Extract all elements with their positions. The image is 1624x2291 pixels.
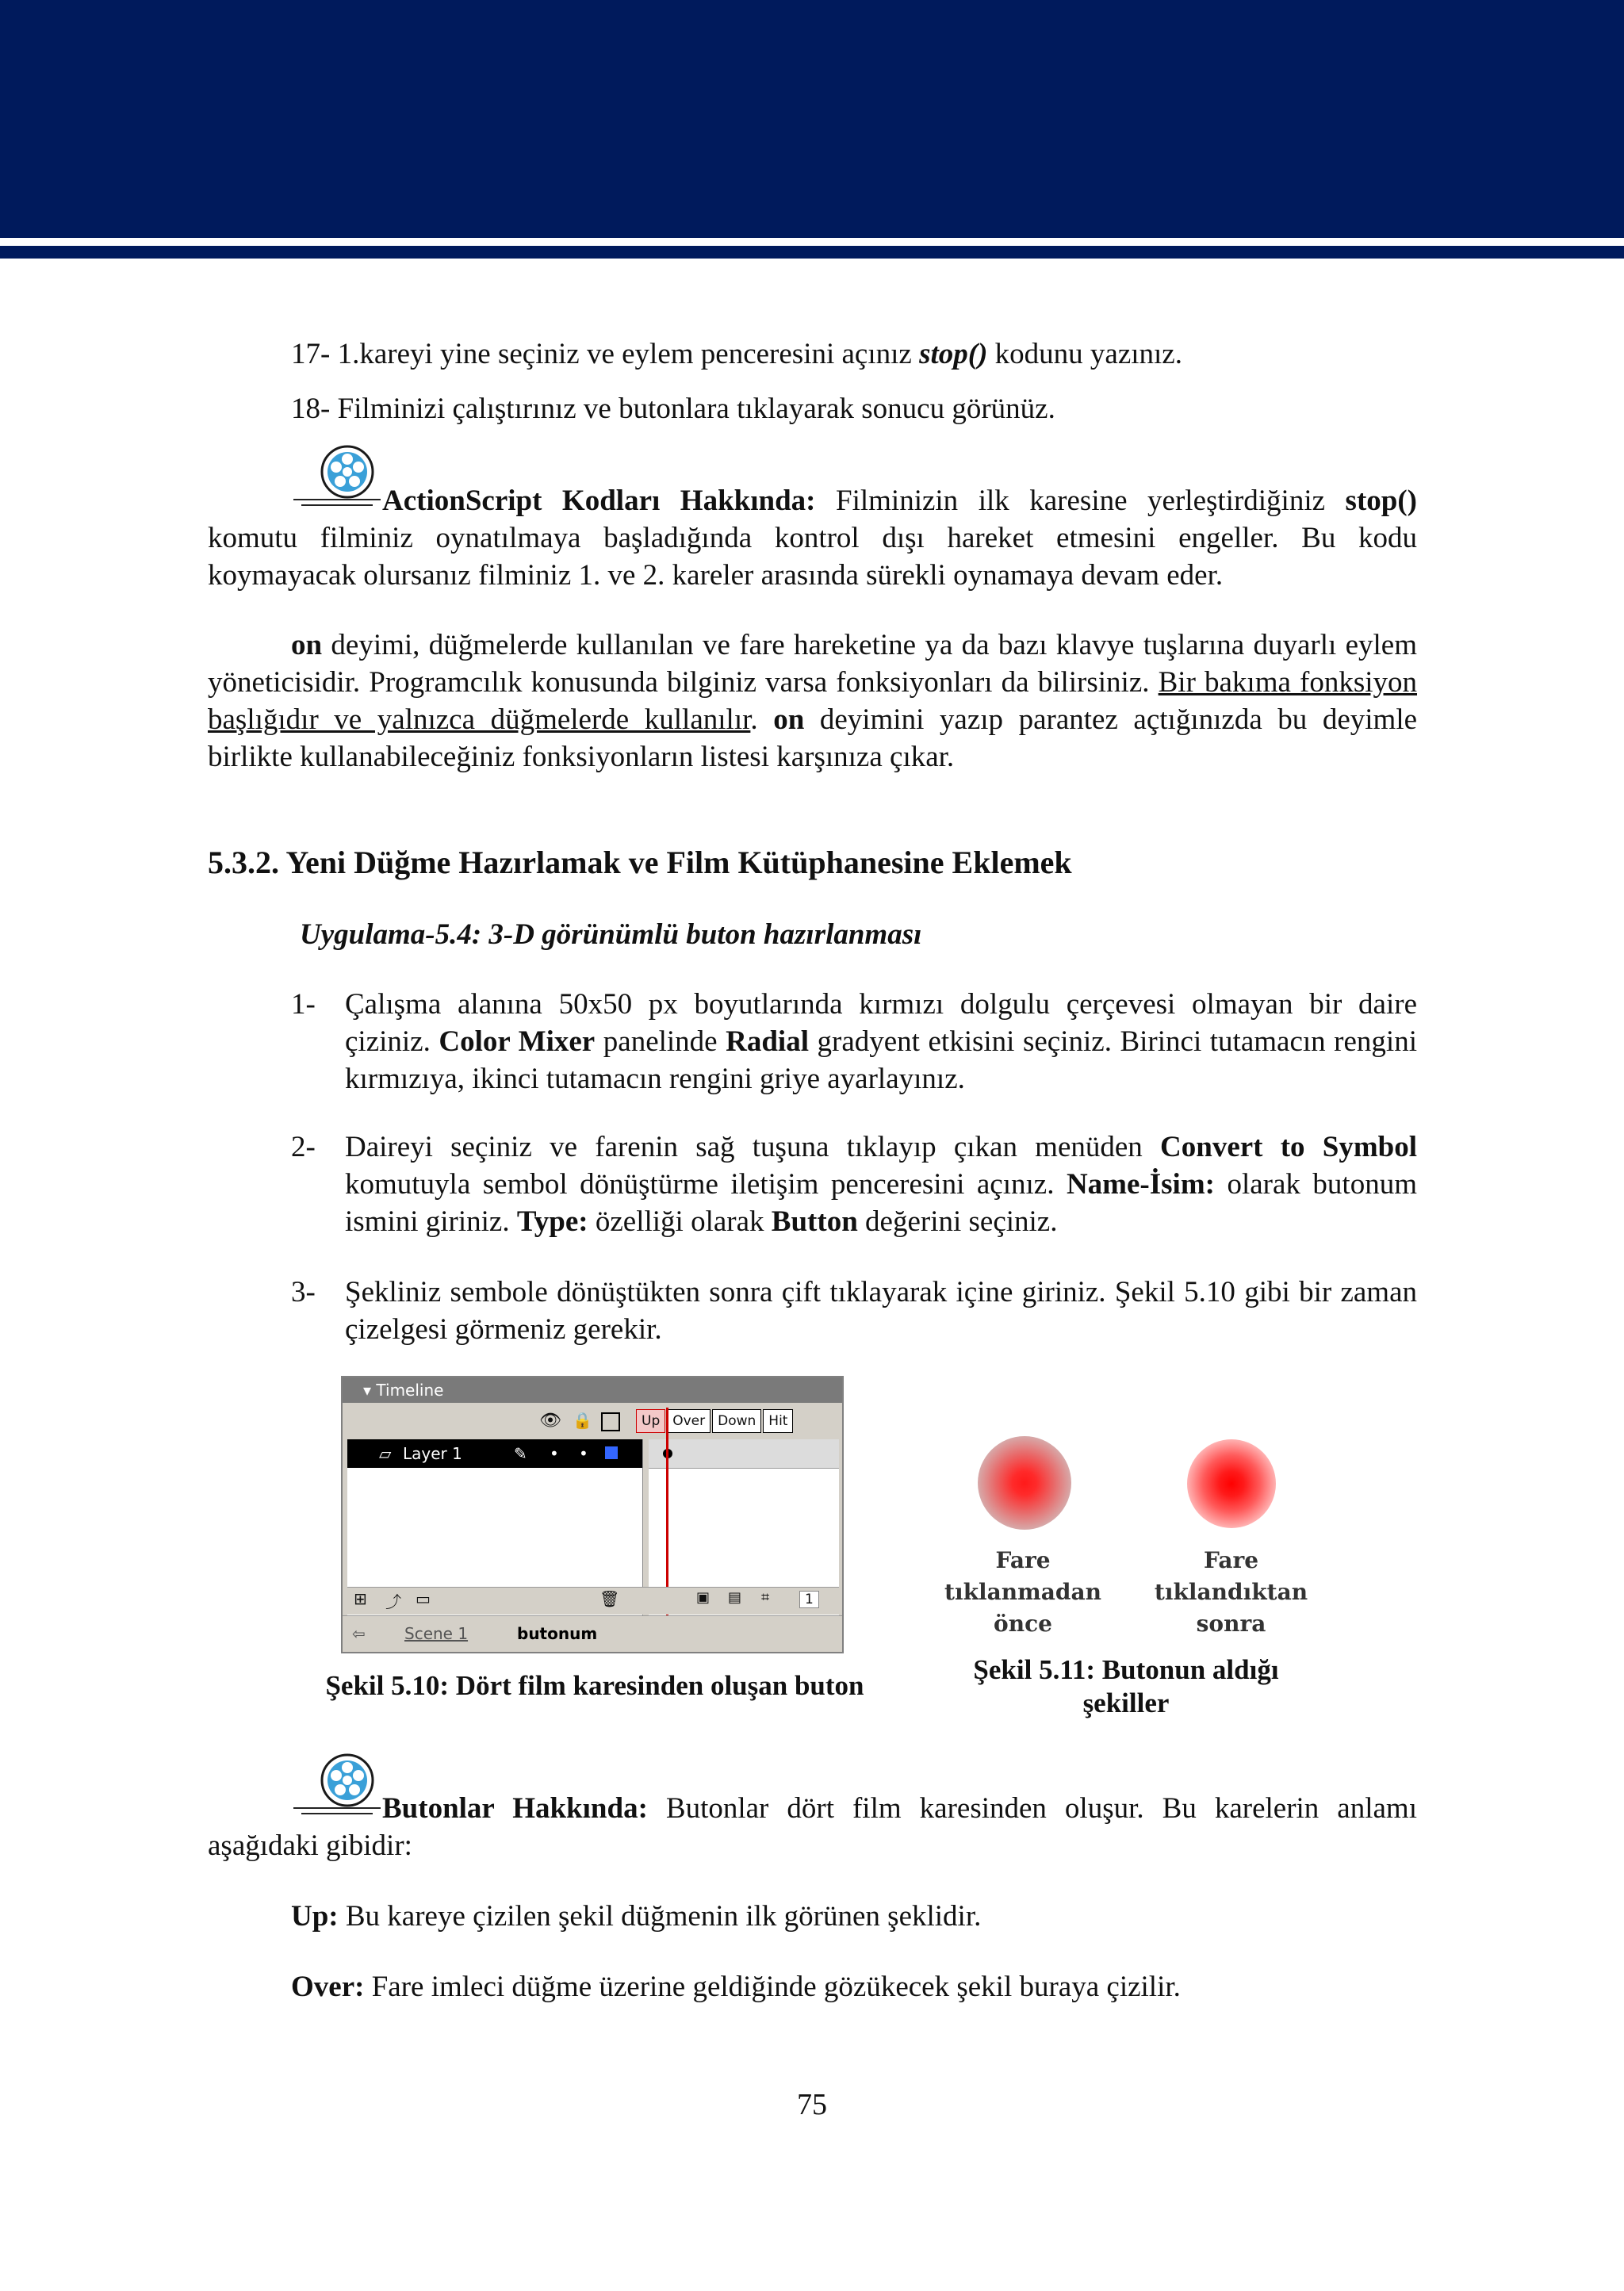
list-item-1: 1- Çalışma alanına 50x50 px boyutlarında kırmızı dolgulu çerçevesi olmayan bir daire çiziniz. Color Mixer panelinde Radial gradyent etkisini seçiniz. Birinci tutamacın rengini kırmızıya, ikinci tutamacın rengini griye ayarlayınız. (291, 988, 1417, 1095)
eye-icon[interactable]: 👁 (539, 1411, 561, 1431)
motion-guide-icon[interactable]: ⤴ (385, 1592, 401, 1611)
caption-figure-5-11: Şekil 5.11: Butonun aldığı şekiller (973, 1654, 1279, 1718)
scene-bar (343, 1615, 842, 1653)
frame-headers (636, 1409, 795, 1433)
lock-icon[interactable]: 🔒 (573, 1411, 592, 1430)
section-heading: 5.3.2. Yeni Düğme Hazırlamak ve Film Kütüphanesine Eklemek (208, 845, 1072, 880)
layer-name: Layer 1 (403, 1444, 462, 1463)
layer-row[interactable] (347, 1439, 642, 1468)
collapse-arrow-icon[interactable]: ▾ (363, 1381, 377, 1400)
definition-up: Up: Bu kareye çizilen şekil düğmenin ilk görünen şeklidir. (291, 1900, 982, 1933)
back-arrow-icon[interactable]: ⇦ (352, 1624, 366, 1643)
header-rule (0, 246, 1624, 259)
modify-markers-icon[interactable]: ⌗ (761, 1589, 770, 1606)
list-item-3: 3- Şekliniz sembole dönüştükten sonra çift tıklayarak içine giriniz. Şekil 5.10 gibi bir zaman çizelgesi görmeniz gerekir. (291, 1276, 1417, 1346)
onion-skin-icon[interactable]: ▣ (696, 1589, 710, 1606)
scene-link[interactable]: Scene 1 (404, 1624, 469, 1643)
symbol-name: butonum (517, 1624, 598, 1643)
step-18: 18- Filminizi çalıştırınız ve butonlara tıklayarak sonucu görünüz. (291, 393, 1055, 425)
layer-color-swatch (605, 1446, 618, 1459)
frame-over[interactable]: Over (667, 1409, 710, 1433)
edit-multiple-icon[interactable]: ▤ (728, 1589, 742, 1606)
button-state-before (978, 1436, 1071, 1530)
pencil-icon: ✎ (514, 1444, 527, 1463)
timeline-panel (341, 1376, 844, 1653)
frames-row[interactable] (649, 1439, 839, 1469)
trash-icon[interactable]: 🗑 (599, 1589, 620, 1608)
visibility-dot[interactable]: • (550, 1444, 559, 1463)
frame-hit[interactable]: Hit (763, 1409, 793, 1433)
definition-over: Over: Fare imleci düğme üzerine geldiğinde gözükecek şekil buraya çizilir. (291, 1971, 1181, 2003)
application-heading: Uygulama-5.4: 3-D görünümlü buton hazırlanması (300, 918, 922, 951)
note-actionscript: ActionScript Kodları Hakkında: Filminizin ilk karesine yerleştirdiğiniz stop() komutu filminiz oynatılmaya başladığında kontrol dışı hareket etmesini engeller. Bu kodu koymayacak olursanız filminiz 1. ve 2. kareler arasında sürekli oynamaya devam eder. (208, 485, 1417, 592)
label-before-click: Fare tıklanmadan önce (944, 1547, 1101, 1637)
step-17: 17- 1.kareyi yine seçiniz ve eylem penceresini açınız stop() kodunu yazınız. (291, 338, 1182, 370)
label-after-click: Fare tıklandıktan sonra (1154, 1547, 1308, 1637)
paragraph-on-keyword: on deyimi, düğmelerde kullanılan ve fare hareketine ya da bazı klavye tuşlarına duyarlı eylem yöneticisidir. Programcılık konusunda bilginiz varsa fonksiyonları da bilirsiniz. Bir bakıma fonksiyon başlığıdır ve yalnızca düğmelerde kullanılır. on deyimini yazıp parantez açtığınızda bu deyimle birlikte kullanabileceğiniz fonksiyonların listesi karşınıza çıkar. (208, 629, 1418, 773)
button-state-after (1187, 1439, 1276, 1528)
frame-up[interactable]: Up (636, 1409, 665, 1433)
insert-layer-icon[interactable]: ⊞ (354, 1589, 367, 1608)
timeline-toolbar (347, 1587, 839, 1615)
page-number: 75 (797, 2088, 827, 2121)
frame-down[interactable]: Down (712, 1409, 761, 1433)
frame-counter: 1 (799, 1591, 819, 1608)
layer-icon: ▱ (379, 1444, 392, 1463)
note-buttons: Butonlar Hakkında: Butonlar dört film karesinden oluşur. Bu karelerin anlamı aşağıdaki gibidir: (208, 1792, 1417, 1862)
lock-dot[interactable]: • (579, 1444, 588, 1463)
timeline-title-bar[interactable]: ▾ Timeline (343, 1377, 842, 1403)
folder-icon[interactable]: ▭ (416, 1589, 431, 1608)
list-item-2: 2- Daireyi seçiniz ve farenin sağ tuşuna tıklayıp çıkan menüden Convert to Symbol komutuyla sembol dönüştürme iletişim penceresini açınız. Name-İsim: olarak butonum ismini giriniz. Type: özelliği olarak Button değerini seçiniz. (291, 1131, 1418, 1238)
header-band (0, 0, 1624, 238)
outline-icon[interactable] (601, 1412, 620, 1431)
caption-figure-5-10: Şekil 5.10: Dört film karesinden oluşan buton (325, 1670, 864, 1701)
